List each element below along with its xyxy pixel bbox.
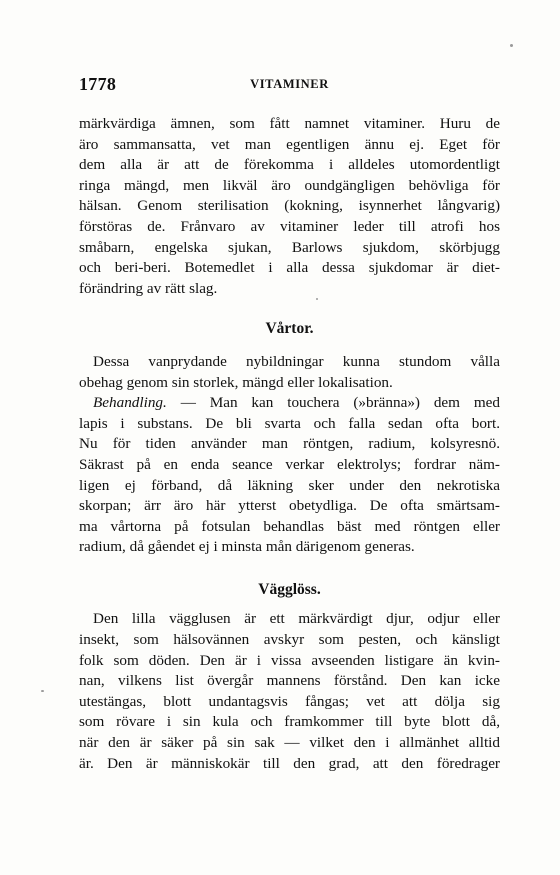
text-line: nan, vilkens list övergår mannens förstånd. Den kan icke [79,672,500,690]
text-line: Säkrast på en enda seance verkar elektrolys; fordrar näm- [79,455,500,473]
page-header [79,74,500,96]
text-line: skorpan; ärr äro här ytterst obetydliga. De ofta smärtsam- [79,497,500,515]
text-line: förändring av rätt slag. [79,279,218,297]
text-line: ma vårtorna på fotsulan behandlas bäst med röntgen eller [79,517,500,535]
treatment-label: Behandling. [93,394,167,412]
running-head: VITAMINER [250,77,329,91]
text-line: utestängas, blott undantagsvis fångas; vet att dölja sig [79,692,500,710]
text-line: Den lilla vägglusen är ett märkvärdigt djur, odjur eller [93,610,500,628]
text-line: äro sammansatta, vet man egentligen ännu ej. Eget för [79,135,500,153]
text-line: Nu för tiden använder man röntgen, radium, kolsyresnö. [79,435,500,453]
intro-paragraph [79,114,500,299]
text-line: är. Den är människokär till den grad, att den föredrager [79,754,500,772]
text-fragment: — Man kan touchera (»bränna») dem med [166,394,500,412]
text-line: dem alla är att de förekomma i alldeles utomordentligt [79,156,500,174]
page-body [79,114,500,774]
text-line: radium, då gåendet ej i minsta mån därigenom generas. [79,538,415,556]
page-number: 1778 [79,74,117,94]
text-line: folk som döden. Den är i vissa avseenden listigare än kvin- [79,651,500,669]
section-heading-vagglos: Vägglöss. [258,580,321,598]
text-line: insekt, som hälsovännen avskyr som pesten, och känsligt [79,631,500,649]
text-line: lapis i substans. De bli svarta och falla sedan ofta bort. [79,414,500,432]
vartor-paragraph-2 [79,393,500,558]
text-line: förstöras de. Frånvaro av vitaminer leder till atrofi hos [79,217,500,235]
section-heading-vartor: Vårtor. [265,320,314,338]
vagglos-paragraph [79,609,500,774]
text-line: Dessa vanprydande nybildningar kunna stundom vålla [93,352,500,370]
text-line: småbarn, engelska sjukan, Barlows sjukdom, skörbjugg [79,238,500,256]
text-line [79,393,500,414]
page-speck [41,690,44,692]
text-line: ligen ej förband, då läkning sker under den nekrotiska [79,476,500,494]
text-line: när den är säker på sin sak — vilket den i allmänhet alltid [79,734,500,752]
page-speck [510,44,513,47]
text-line: som rövare i sin kula och framkommer till byte blott då, [79,713,500,731]
text-line: och beri-beri. Botemedlet i alla dessa sjukdomar är diet- [79,259,500,277]
text-line: hälsan. Genom sterilisation (kokning, isynnerhet långvarig) [79,197,500,215]
text-line: märkvärdiga ämnen, som fått namnet vitaminer. Huru de [79,115,500,132]
vartor-paragraph-1 [79,352,500,393]
text-line: ringa mängd, men likväl äro oundgängligen behövliga för [79,176,500,194]
text-line: obehag genom sin storlek, mängd eller lokalisation. [79,373,393,391]
